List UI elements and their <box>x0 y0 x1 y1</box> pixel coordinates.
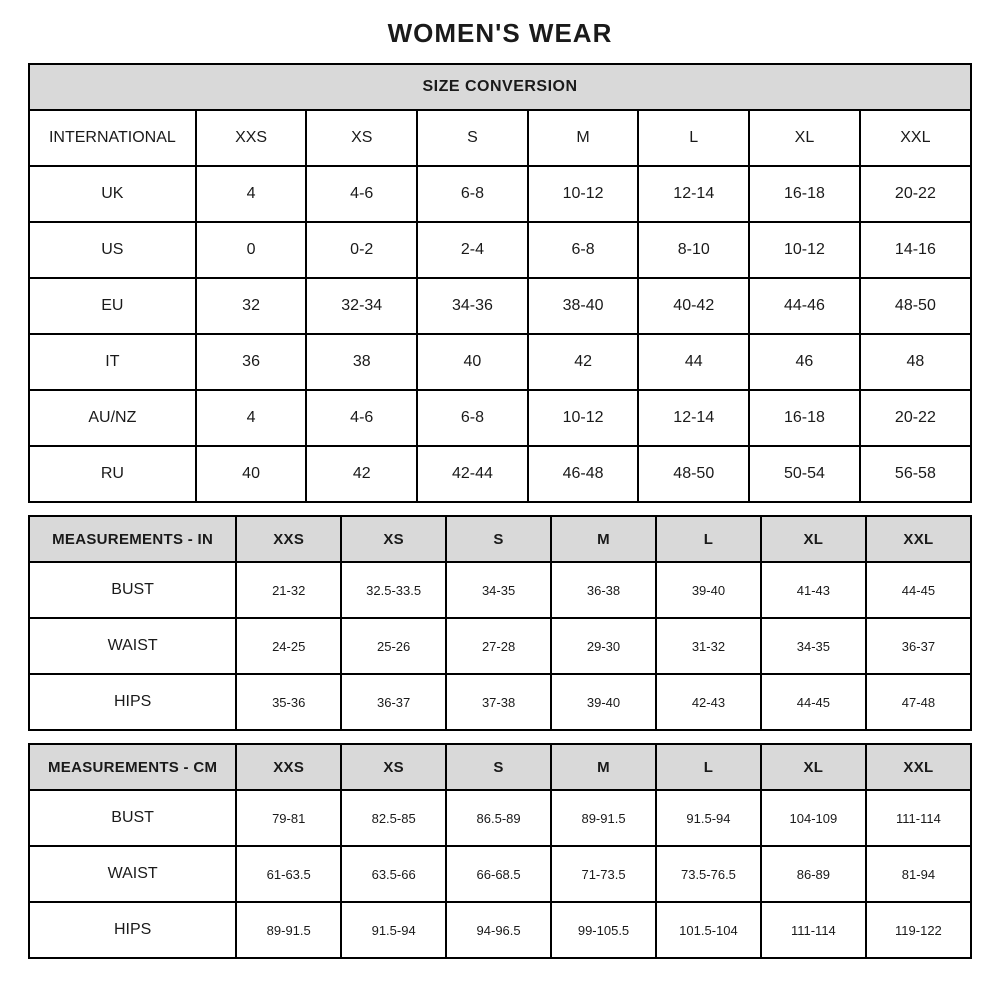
measurements-cm-table <box>28 743 972 959</box>
measurement-value-cell: 36-37 <box>341 674 446 730</box>
table-row-hips <box>29 902 971 958</box>
size-value-cell: 42 <box>528 334 639 390</box>
row-label: WAIST <box>29 846 236 902</box>
table-row-waist <box>29 846 971 902</box>
table-row-waist <box>29 618 971 674</box>
column-header-l: L <box>638 110 749 166</box>
measurement-value-cell: 36-38 <box>551 562 656 618</box>
size-value-cell: 6-8 <box>417 390 528 446</box>
size-value-cell: 32-34 <box>306 278 417 334</box>
size-value-cell: 2-4 <box>417 222 528 278</box>
column-header-l: L <box>656 516 761 562</box>
measurement-value-cell: 71-73.5 <box>551 846 656 902</box>
size-value-cell: 4-6 <box>306 166 417 222</box>
size-value-cell: 32 <box>196 278 307 334</box>
measurement-value-cell: 34-35 <box>761 618 866 674</box>
row-label: UK <box>29 166 196 222</box>
column-header-xs: XS <box>341 516 446 562</box>
measurement-value-cell: 89-91.5 <box>551 790 656 846</box>
column-header-xs: XS <box>341 744 446 790</box>
size-value-cell: 16-18 <box>749 166 860 222</box>
row-label: BUST <box>29 562 236 618</box>
size-value-cell: 14-16 <box>860 222 971 278</box>
column-header-m: M <box>551 516 656 562</box>
column-header-s: S <box>446 744 551 790</box>
size-conversion-table <box>28 63 972 503</box>
measurement-value-cell: 81-94 <box>866 846 971 902</box>
table-row-bust <box>29 790 971 846</box>
size-value-cell: 40 <box>417 334 528 390</box>
column-header-s: S <box>417 110 528 166</box>
measurement-value-cell: 91.5-94 <box>341 902 446 958</box>
measurement-value-cell: 41-43 <box>761 562 866 618</box>
measurement-value-cell: 25-26 <box>341 618 446 674</box>
table-row-hips <box>29 674 971 730</box>
size-value-cell: 4 <box>196 166 307 222</box>
size-value-cell: 44-46 <box>749 278 860 334</box>
measurement-value-cell: 119-122 <box>866 902 971 958</box>
measurement-value-cell: 86.5-89 <box>446 790 551 846</box>
column-header-l: L <box>656 744 761 790</box>
measurement-value-cell: 101.5-104 <box>656 902 761 958</box>
measurement-value-cell: 36-37 <box>866 618 971 674</box>
measurement-value-cell: 47-48 <box>866 674 971 730</box>
measurement-value-cell: 27-28 <box>446 618 551 674</box>
size-value-cell: 10-12 <box>528 166 639 222</box>
row-label: BUST <box>29 790 236 846</box>
size-value-cell: 48 <box>860 334 971 390</box>
table-row-us <box>29 222 971 278</box>
measurement-value-cell: 99-105.5 <box>551 902 656 958</box>
measurement-value-cell: 63.5-66 <box>341 846 446 902</box>
size-value-cell: 6-8 <box>528 222 639 278</box>
measurements-in-title: MEASUREMENTS - IN <box>29 516 236 562</box>
table-caption-row <box>29 64 971 110</box>
size-value-cell: 0-2 <box>306 222 417 278</box>
column-header-row <box>29 516 971 562</box>
size-value-cell: 0 <box>196 222 307 278</box>
column-header-xxs: XXS <box>236 516 341 562</box>
size-value-cell: 4-6 <box>306 390 417 446</box>
measurement-value-cell: 94-96.5 <box>446 902 551 958</box>
measurement-value-cell: 32.5-33.5 <box>341 562 446 618</box>
column-header-xxl: XXL <box>860 110 971 166</box>
measurement-value-cell: 42-43 <box>656 674 761 730</box>
measurement-value-cell: 86-89 <box>761 846 866 902</box>
measurement-value-cell: 39-40 <box>656 562 761 618</box>
measurement-value-cell: 34-35 <box>446 562 551 618</box>
measurement-value-cell: 35-36 <box>236 674 341 730</box>
size-value-cell: 48-50 <box>638 446 749 502</box>
measurements-in-table <box>28 515 972 731</box>
table-row-eu <box>29 278 971 334</box>
row-label: EU <box>29 278 196 334</box>
column-header-xs: XS <box>306 110 417 166</box>
page-title: WOMEN'S WEAR <box>387 18 613 48</box>
size-value-cell: 42 <box>306 446 417 502</box>
size-value-cell: 56-58 <box>860 446 971 502</box>
size-value-cell: 38-40 <box>528 278 639 334</box>
measurement-value-cell: 111-114 <box>866 790 971 846</box>
size-value-cell: 20-22 <box>860 166 971 222</box>
row-label: HIPS <box>29 902 236 958</box>
table-row-aunz <box>29 390 971 446</box>
row-label: IT <box>29 334 196 390</box>
size-value-cell: 4 <box>196 390 307 446</box>
measurement-value-cell: 66-68.5 <box>446 846 551 902</box>
size-value-cell: 38 <box>306 334 417 390</box>
size-conversion-title: SIZE CONVERSION <box>29 64 971 110</box>
measurement-value-cell: 37-38 <box>446 674 551 730</box>
measurement-value-cell: 44-45 <box>866 562 971 618</box>
size-value-cell: 40 <box>196 446 307 502</box>
measurement-value-cell: 29-30 <box>551 618 656 674</box>
measurement-value-cell: 89-91.5 <box>236 902 341 958</box>
measurement-value-cell: 82.5-85 <box>341 790 446 846</box>
size-value-cell: 12-14 <box>638 166 749 222</box>
row-label: HIPS <box>29 674 236 730</box>
size-value-cell: 50-54 <box>749 446 860 502</box>
size-value-cell: 6-8 <box>417 166 528 222</box>
row-label: AU/NZ <box>29 390 196 446</box>
measurement-value-cell: 111-114 <box>761 902 866 958</box>
size-value-cell: 8-10 <box>638 222 749 278</box>
table-row-bust <box>29 562 971 618</box>
measurement-value-cell: 73.5-76.5 <box>656 846 761 902</box>
measurement-value-cell: 39-40 <box>551 674 656 730</box>
column-header-xl: XL <box>749 110 860 166</box>
measurement-value-cell: 104-109 <box>761 790 866 846</box>
row-label: WAIST <box>29 618 236 674</box>
column-header-xxs: XXS <box>236 744 341 790</box>
column-header-row <box>29 744 971 790</box>
measurements-cm-title: MEASUREMENTS - CM <box>29 744 236 790</box>
size-value-cell: 12-14 <box>638 390 749 446</box>
table-row-it <box>29 334 971 390</box>
size-value-cell: 16-18 <box>749 390 860 446</box>
measurement-value-cell: 44-45 <box>761 674 866 730</box>
size-value-cell: 42-44 <box>417 446 528 502</box>
row-label: RU <box>29 446 196 502</box>
measurement-value-cell: 24-25 <box>236 618 341 674</box>
table-row-ru <box>29 446 971 502</box>
size-value-cell: 46-48 <box>528 446 639 502</box>
column-header-xl: XL <box>761 516 866 562</box>
column-header-row <box>29 110 971 166</box>
size-value-cell: 48-50 <box>860 278 971 334</box>
size-value-cell: 36 <box>196 334 307 390</box>
table-row-uk <box>29 166 971 222</box>
row-label: US <box>29 222 196 278</box>
column-header-m: M <box>551 744 656 790</box>
size-value-cell: 10-12 <box>528 390 639 446</box>
measurement-value-cell: 79-81 <box>236 790 341 846</box>
measurement-value-cell: 31-32 <box>656 618 761 674</box>
measurement-value-cell: 91.5-94 <box>656 790 761 846</box>
size-value-cell: 44 <box>638 334 749 390</box>
column-header-xxl: XXL <box>866 516 971 562</box>
measurement-value-cell: 21-32 <box>236 562 341 618</box>
size-value-cell: 40-42 <box>638 278 749 334</box>
column-header-m: M <box>528 110 639 166</box>
size-value-cell: 10-12 <box>749 222 860 278</box>
column-header-international: INTERNATIONAL <box>29 110 196 166</box>
column-header-xxs: XXS <box>196 110 307 166</box>
column-header-xxl: XXL <box>866 744 971 790</box>
column-header-xl: XL <box>761 744 866 790</box>
size-value-cell: 46 <box>749 334 860 390</box>
size-value-cell: 34-36 <box>417 278 528 334</box>
column-header-s: S <box>446 516 551 562</box>
size-value-cell: 20-22 <box>860 390 971 446</box>
measurement-value-cell: 61-63.5 <box>236 846 341 902</box>
